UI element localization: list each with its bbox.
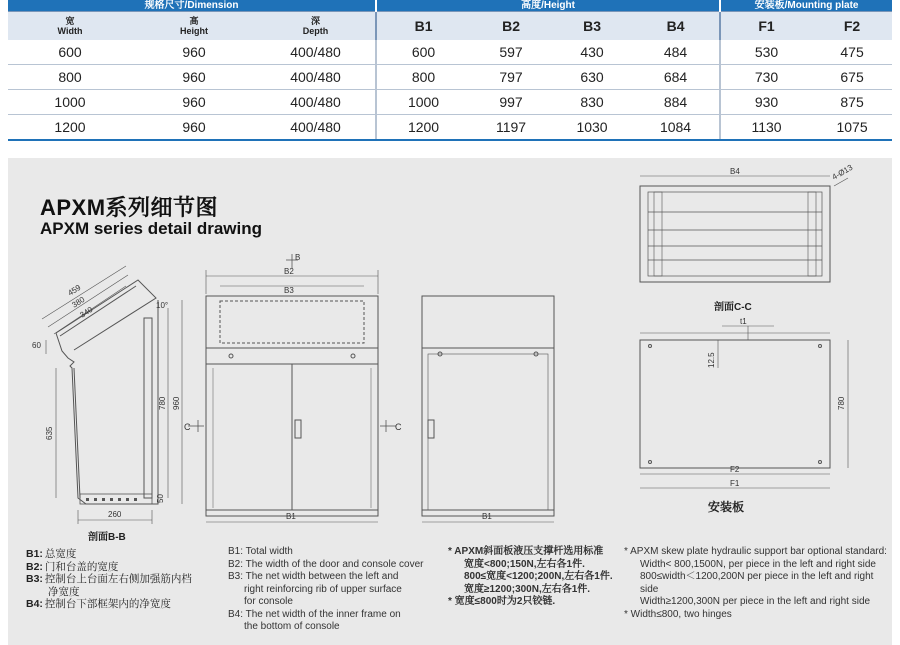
dim-f2: F2 [730, 465, 740, 474]
table-cell: 797 [470, 65, 552, 90]
note-line [26, 561, 192, 574]
note-line: B3: The net width between the left and [228, 571, 399, 582]
table-cell: 600 [8, 40, 132, 65]
note-line: 宽度≥1200;300N,左右各1件. [464, 583, 591, 595]
table-cell: 1000 [8, 90, 132, 115]
note-line: right reinforcing rib of upper surface [244, 583, 402, 595]
col-width: 宽 Width [8, 12, 132, 41]
dim-340: 340 [78, 304, 95, 320]
notes-zh-left [26, 548, 192, 611]
dim-60: 60 [32, 341, 41, 350]
mark-c-right: C [395, 422, 402, 432]
table-cell: 960 [132, 65, 256, 90]
table-cell: 600 [376, 40, 470, 65]
note-line: * 宽度≤800时为2只铰链. [448, 596, 556, 607]
note-value: 控制台上台面左右侧加强筋内档 [44, 573, 192, 585]
dim-b2: B2 [284, 267, 294, 276]
right-side-view-drawing [422, 296, 554, 522]
mounting-plate-drawing [640, 326, 848, 488]
note-value: 总宽度 [44, 548, 77, 560]
table-cell: 400/480 [256, 65, 376, 90]
table-cell: 1084 [632, 115, 720, 141]
table-cell: 597 [470, 40, 552, 65]
table-cell: 1030 [552, 115, 632, 141]
note-line: * APXM skew plate hydraulic support bar optional standard: [624, 546, 887, 557]
panel-title-zh: APXM系列细节图 [40, 195, 219, 220]
table-cell: 430 [552, 40, 632, 65]
table-cell: 1000 [376, 90, 470, 115]
note-line [26, 586, 192, 599]
note-line: Width< 800,1500N, per piece in the left and right side [640, 558, 876, 570]
table-cell: 1197 [470, 115, 552, 141]
note-value: 门和台盖的宽度 [44, 560, 119, 573]
note-key: B4: [26, 598, 43, 610]
note-key: B2: [26, 560, 43, 573]
dim-635: 635 [45, 426, 54, 440]
table-cell: 530 [720, 40, 812, 65]
panel-title-en: APXM series detail drawing [40, 219, 263, 238]
dim-b3: B3 [284, 286, 294, 295]
dim-f1: F1 [730, 479, 740, 488]
col-b4: B4 [632, 12, 720, 41]
dim-b1-front: B1 [286, 512, 296, 521]
table-cell: 684 [632, 65, 720, 90]
caption-section-b-b: 剖面B-B [88, 532, 126, 543]
note-line: * Width≤800, two hinges [624, 608, 732, 620]
table-cell: 1200 [376, 115, 470, 141]
col-b3: B3 [552, 12, 632, 41]
note-line: Width≥1200,300N per piece in the left and right side [640, 596, 871, 607]
note-line [26, 573, 192, 586]
dim-10-degree: 10° [156, 301, 169, 310]
note-line: for console [244, 596, 293, 607]
note-line [26, 598, 192, 611]
table-cell: 400/480 [256, 90, 376, 115]
group-height: 高度/Height [376, 0, 720, 12]
table-row [8, 90, 892, 115]
mark-b: B [295, 253, 301, 262]
note-key: B1: [26, 548, 43, 560]
table-cell: 475 [812, 40, 892, 65]
table-cell: 1075 [812, 115, 892, 141]
note-line: 800≤宽度<1200;200N,左右各1件. [464, 571, 613, 582]
table-cell: 800 [8, 65, 132, 90]
table-row [8, 40, 892, 65]
table-group-header [8, 0, 892, 12]
col-height: 高 Height [132, 12, 256, 41]
table-cell: 960 [132, 90, 256, 115]
detail-drawing-panel [8, 158, 892, 645]
dim-380: 380 [70, 294, 87, 310]
table-cell: 960 [132, 40, 256, 65]
note-line: B4: The net width of the inner frame on [228, 608, 401, 620]
note-line [26, 548, 192, 561]
note-value: 净宽度 [48, 585, 80, 598]
dim-b4: B4 [730, 167, 740, 176]
table-cell: 960 [132, 115, 256, 141]
note-line: 800≤width＜1200,200N per piece in the left and right side [640, 571, 874, 595]
caption-mounting-plate: 安装板 [708, 500, 745, 514]
table-row [8, 65, 892, 90]
note-line: B1: Total width [228, 546, 293, 557]
section-c-c-drawing [640, 176, 848, 282]
caption-section-c-c: 剖面C-C [714, 302, 752, 313]
dim-4-holes: 4-Ø13 [830, 162, 855, 182]
note-line: the bottom of console [244, 621, 340, 632]
table-cell: 830 [552, 90, 632, 115]
dim-b1-side: B1 [482, 512, 492, 521]
dim-260: 260 [108, 510, 122, 519]
group-mounting-plate: 安装板/Mounting plate [720, 0, 892, 12]
table-row [8, 115, 892, 141]
mark-c-left: C [184, 422, 191, 432]
note-line: 宽度<800;150N,左右各1件. [464, 558, 585, 570]
col-b1: B1 [376, 12, 470, 41]
note-key: B3: [26, 573, 43, 585]
dim-960: 960 [172, 396, 181, 410]
table-column-header [8, 12, 892, 41]
dim-459: 459 [66, 282, 83, 298]
table-cell: 884 [632, 90, 720, 115]
col-f2: F2 [812, 12, 892, 41]
note-value: 控制台下部框架内的净宽度 [44, 598, 171, 610]
table-cell: 997 [470, 90, 552, 115]
col-f1: F1 [720, 12, 812, 41]
table-cell: 400/480 [256, 115, 376, 141]
dim-780: 780 [158, 396, 167, 410]
table-cell: 875 [812, 90, 892, 115]
table-cell: 730 [720, 65, 812, 90]
group-dimension: 规格尺寸/Dimension [8, 0, 376, 12]
table-cell: 800 [376, 65, 470, 90]
dim-12-5: 12.5 [707, 352, 716, 368]
table-cell: 1130 [720, 115, 812, 141]
dim-50: 50 [156, 494, 165, 503]
notes-zh-right [448, 546, 613, 609]
note-line: * APXM斜面板液压支撑杆选用标准 [448, 546, 604, 557]
dim-t1: t1 [740, 317, 747, 326]
notes-en-left [228, 546, 424, 634]
col-depth: 深 Depth [256, 12, 376, 41]
table-cell: 675 [812, 65, 892, 90]
dimension-table [8, 0, 892, 142]
col-b2: B2 [470, 12, 552, 41]
table-cell: 484 [632, 40, 720, 65]
table-cell: 400/480 [256, 40, 376, 65]
table-cell: 930 [720, 90, 812, 115]
notes-en-right [624, 546, 892, 621]
table-cell: 1200 [8, 115, 132, 141]
dim-plate-780: 780 [837, 396, 846, 410]
table-cell: 630 [552, 65, 632, 90]
note-line: B2: The width of the door and console cover [228, 558, 424, 570]
